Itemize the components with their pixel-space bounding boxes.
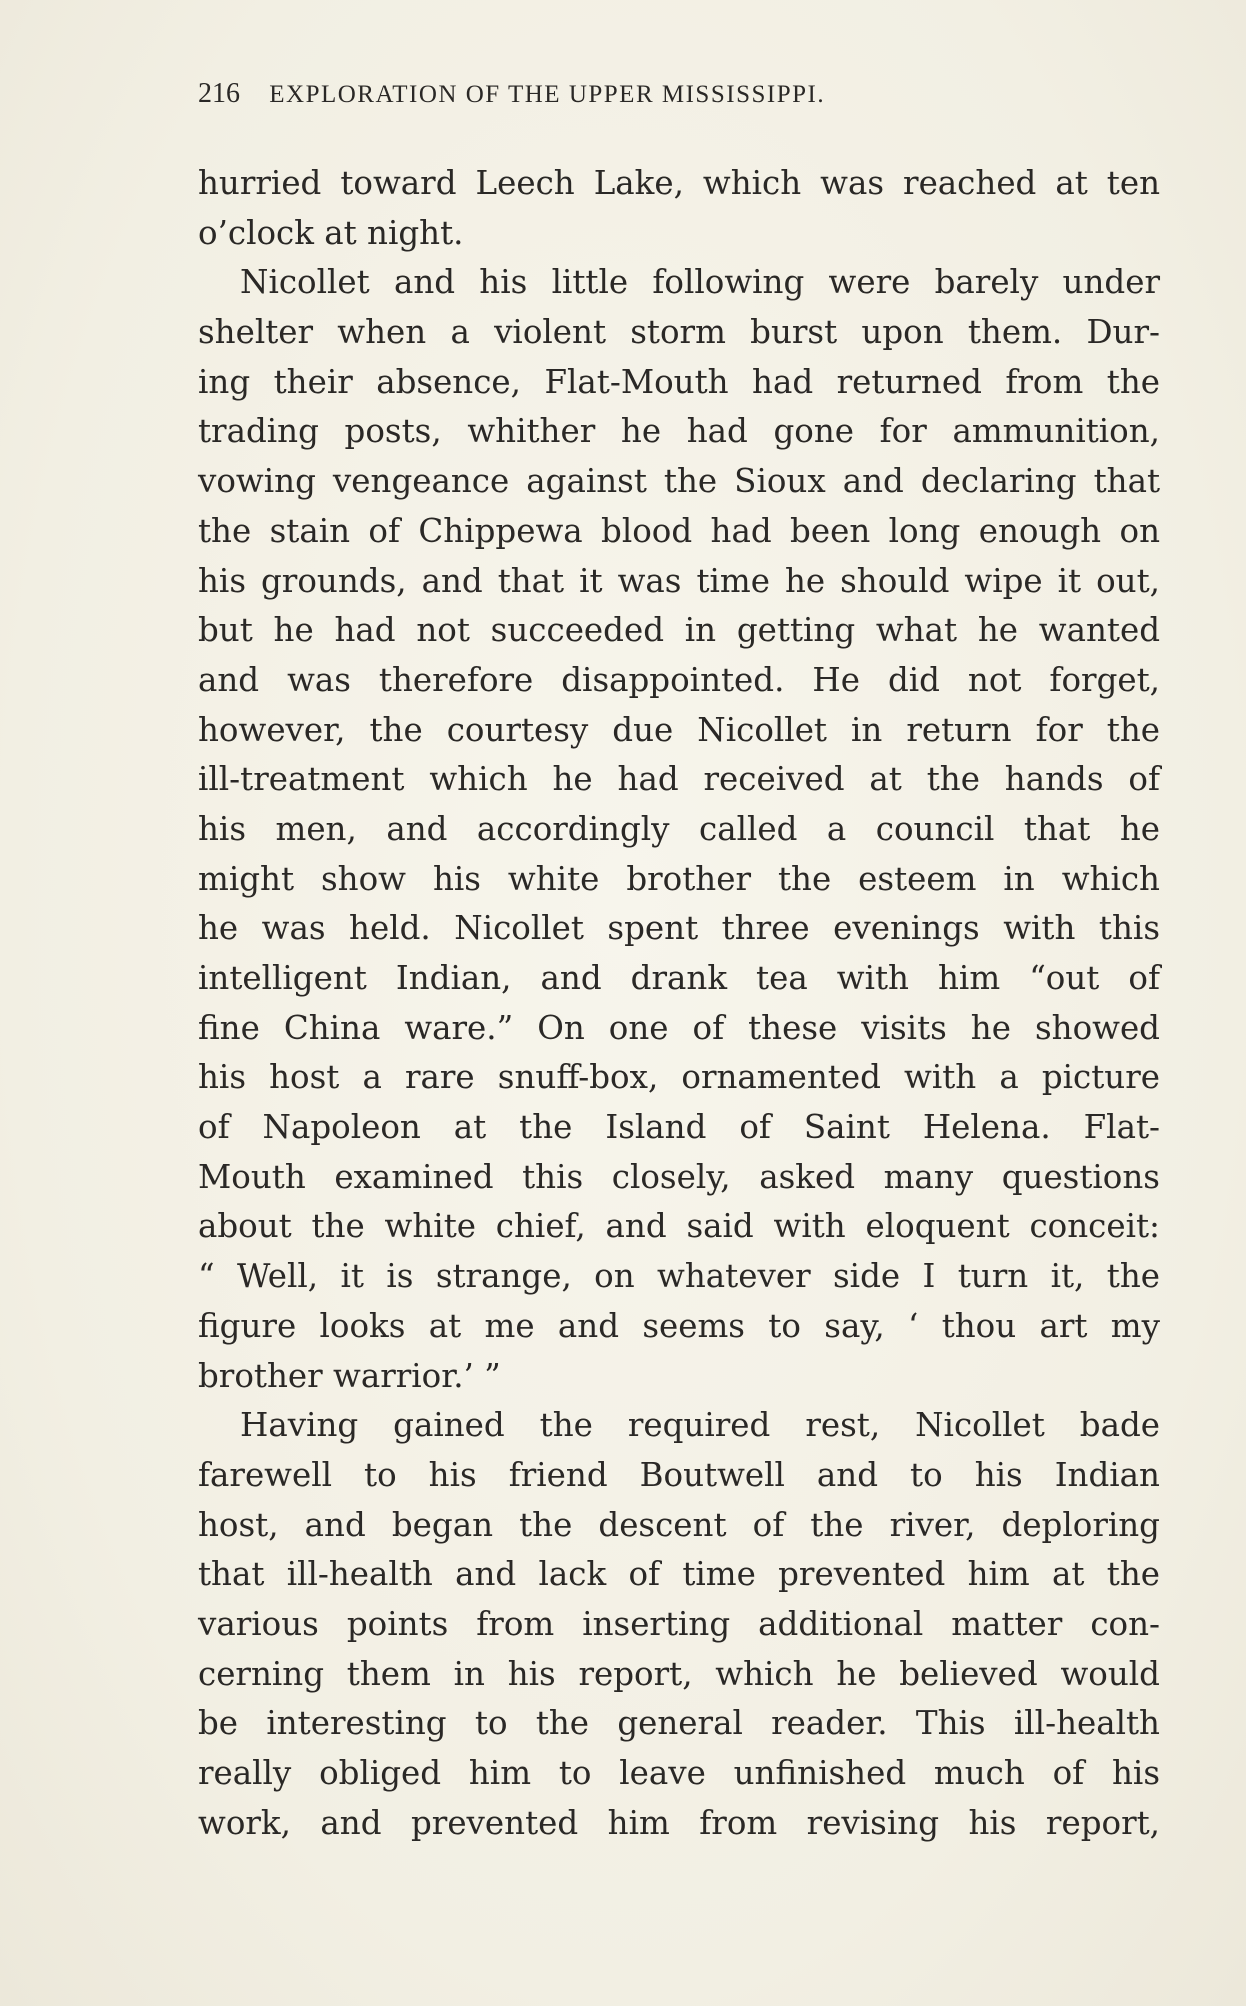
paragraph — [198, 159, 1160, 258]
text-line: work, and prevented him from revising his report, — [198, 1803, 1160, 1842]
paragraph — [198, 1401, 1160, 1848]
text-line: and was therefore disappointed. He did not forget, — [198, 660, 1160, 699]
text-line: “ Well, it is strange, on whatever side I turn it, the — [198, 1257, 1160, 1296]
text-line: ill-treatment which he had received at the hands of — [198, 760, 1160, 799]
page-number: 216 — [198, 78, 240, 109]
text-line: o’clock at night. — [198, 213, 464, 252]
text-line: his host a rare snuff-box, ornamented with a picture — [198, 1058, 1160, 1097]
text-line: Having gained the required rest, Nicollet bade — [240, 1406, 1160, 1445]
page-body — [198, 159, 1160, 1848]
text-line: Mouth examined this closely, asked many questions — [198, 1157, 1160, 1196]
text-line: host, and began the descent of the river, deploring — [198, 1505, 1160, 1544]
text-line: be interesting to the general reader. This ill-health — [198, 1704, 1160, 1743]
text-line: brother warrior.’ ” — [198, 1356, 501, 1395]
text-line: various points from inserting additional matter con- — [198, 1604, 1160, 1643]
text-line: he was held. Nicollet spent three evenings with this — [198, 909, 1160, 948]
text-line: Nicollet and his little following were barely under — [240, 263, 1160, 302]
text-line: but he had not succeeded in getting what he wanted — [198, 611, 1160, 650]
text-line: figure looks at me and seems to say, ‘ thou art my — [198, 1306, 1160, 1345]
text-line: his grounds, and that it was time he should wipe it out, — [198, 561, 1160, 600]
text-line: vowing vengeance against the Sioux and declaring that — [198, 462, 1160, 501]
text-line: cerning them in his report, which he believed would — [198, 1654, 1160, 1693]
running-title: EXPLORATION OF THE UPPER MISSISSIPPI. — [269, 81, 826, 108]
text-line: hurried toward Leech Lake, which was reached at ten — [198, 164, 1160, 202]
page-header — [198, 78, 1078, 118]
text-line: the stain of Chippewa blood had been long enough on — [198, 511, 1160, 550]
text-line: however, the courtesy due Nicollet in return for the — [198, 710, 1160, 749]
text-line: shelter when a violent storm burst upon them. Dur- — [198, 313, 1160, 352]
text-line: farewell to his friend Boutwell and to his Indian — [198, 1455, 1160, 1494]
text-line: fine China ware.” On one of these visits he showed — [198, 1008, 1160, 1047]
text-line: about the white chief, and said with eloquent conceit: — [198, 1207, 1160, 1246]
text-line: that ill-health and lack of time prevented him at the — [198, 1555, 1160, 1594]
text-line: ing their absence, Flat-Mouth had returned from the — [198, 362, 1160, 401]
text-line: might show his white brother the esteem in which — [198, 859, 1160, 898]
text-line: really obliged him to leave unfinished much of his — [198, 1754, 1160, 1792]
text-line: trading posts, whither he had gone for ammunition, — [198, 412, 1160, 451]
text-line: his men, and accordingly called a council that he — [198, 809, 1160, 848]
text-line: intelligent Indian, and drank tea with him “out of — [198, 959, 1160, 997]
text-line: of Napoleon at the Island of Saint Helena. Flat- — [198, 1108, 1160, 1147]
paragraph — [198, 258, 1160, 1401]
